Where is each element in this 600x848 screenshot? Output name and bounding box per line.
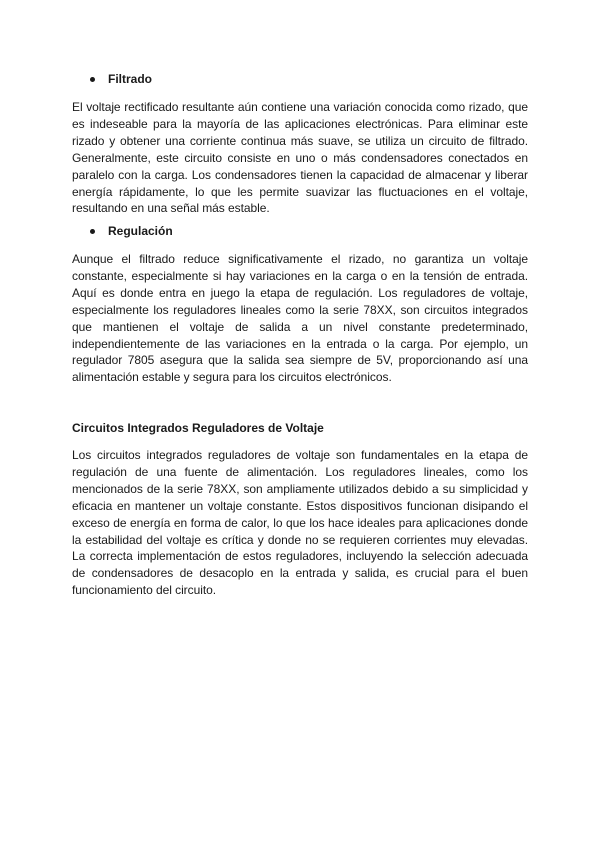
bullet-heading-filtrado bbox=[90, 71, 152, 87]
section-heading-circuitos: Circuitos Integrados Reguladores de Voltaje bbox=[72, 421, 324, 435]
bullet-dot-icon bbox=[90, 77, 95, 82]
bullet-heading-regulacion bbox=[90, 223, 173, 239]
paragraph-regulacion: Aunque el filtrado reduce significativamente el rizado, no garantiza un voltaje constante, especialmente si hay variaciones en la carga o en la tensión de entrada. Aquí es donde entra en juego la etapa de regulación. Los reguladores de voltaje, especialmente los reguladores lineales como la serie 78XX, son circuitos integrados que mantienen el voltaje de salida a un nivel constante predeterminado, independientemente de las variaciones en la entrada o la carga. Por ejemplo, un regulador 7805 asegura que la salida sea siempre de 5V, proporcionando así una alimentación estable y segura para los circuitos electrónicos. bbox=[72, 252, 528, 385]
bullet-dot-icon bbox=[90, 229, 95, 234]
heading-regulacion-text: Regulación bbox=[108, 224, 173, 238]
paragraph-filtrado: El voltaje rectificado resultante aún contiene una variación conocida como rizado, que es indeseable para la mayoría de las aplicaciones electrónicas. Para eliminar este rizado y obtener una corriente continua más suave, se utiliza un circuito de filtrado. Generalmente, este circuito consiste en uno o más condensadores conectados en paralelo con la carga. Los condensadores tienen la capacidad de almacenar y liberar energía rápidamente, lo que les permite suavizar las fluctuaciones en el voltaje, resultando en una señal más estable. bbox=[72, 100, 528, 216]
paragraph-circuitos: Los circuitos integrados reguladores de voltaje son fundamentales en la etapa de regulación de una fuente de alimentación. Los reguladores lineales, como los mencionados de la serie 78XX, son ampliamente utilizados debido a su simplicidad y eficacia en mantener un voltaje constante. Estos dispositivos funcionan disipando el exceso de energía en forma de calor, lo que los hace ideales para aplicaciones donde la estabilidad del voltaje es crítica y donde no se requieren corrientes muy elevadas. La correcta implementación de estos reguladores, incluyendo la selección adecuada de condensadores de desacoplo en la entrada y salida, es crucial para el buen funcionamiento del circuito. bbox=[72, 448, 528, 598]
heading-filtrado-text: Filtrado bbox=[108, 72, 152, 86]
